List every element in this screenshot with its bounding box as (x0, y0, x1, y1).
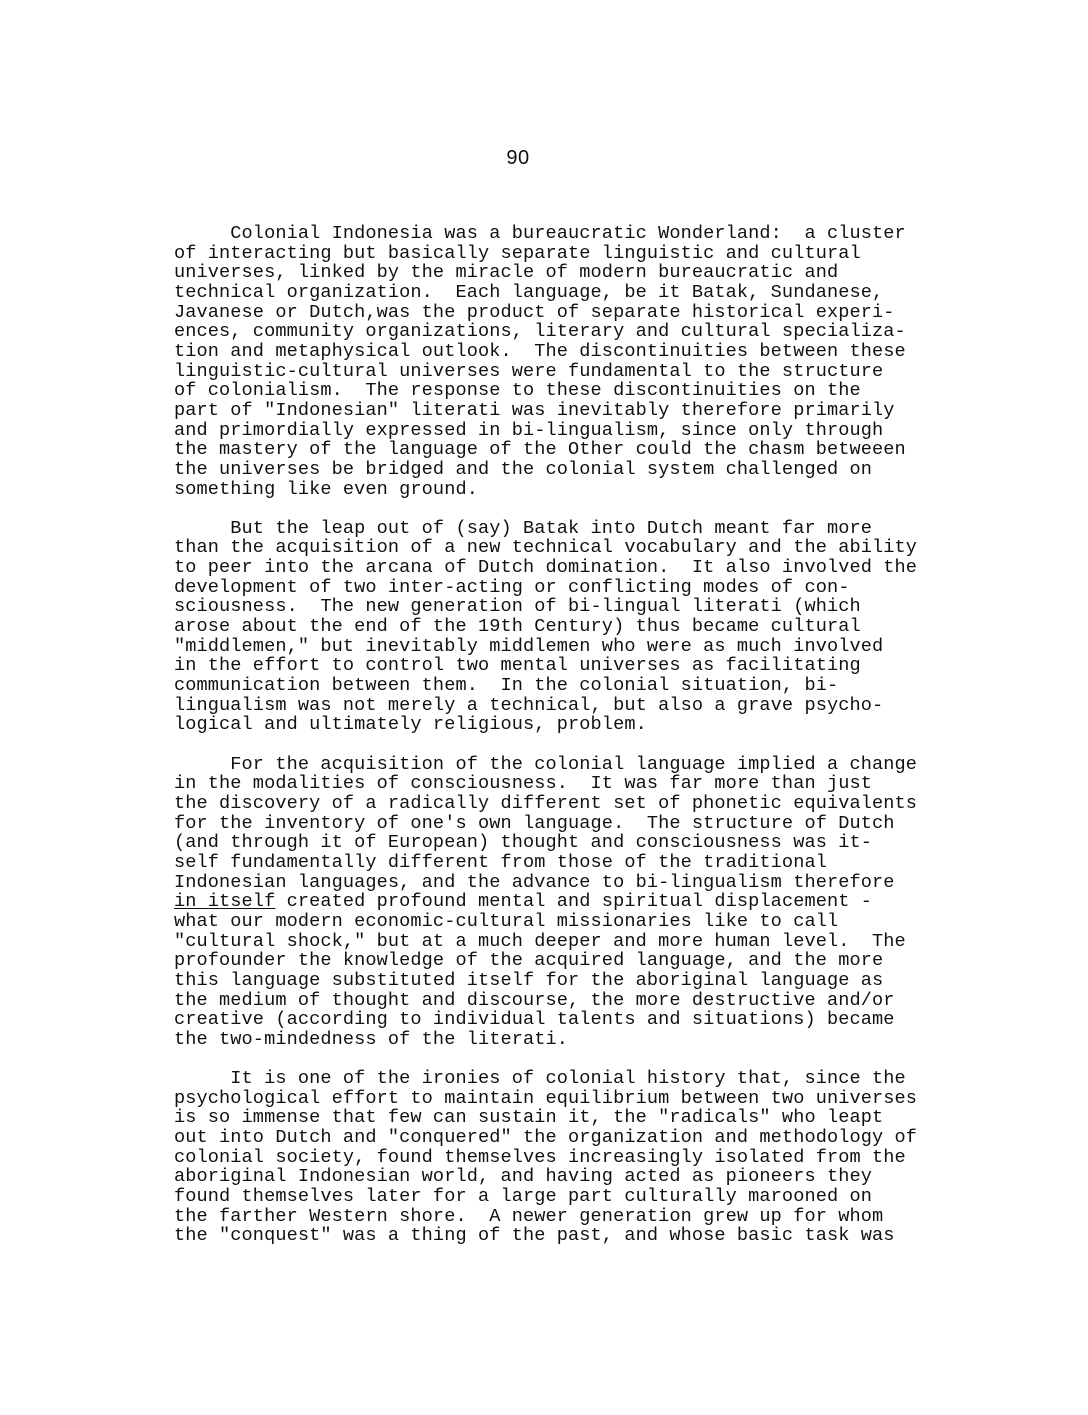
text-line: (and through it of European) thought and consciousness was it- (174, 832, 872, 854)
text-line: "cultural shock," but at a much deeper and more human level. The (174, 930, 906, 952)
text-line: creative (according to individual talents and situations) became (174, 1009, 895, 1031)
paragraph-2 (174, 519, 974, 735)
text-line: For the acquisition of the colonial language implied a change (174, 753, 918, 775)
underlined-phrase: in itself (174, 891, 276, 913)
text-line: the mastery of the language of the Other could the chasm betweeen (174, 439, 906, 461)
text-line: for the inventory of one's own language. The structure of Dutch (174, 812, 895, 834)
text-line: found themselves later for a large part culturally marooned on (174, 1186, 872, 1208)
text-line: the "conquest" was a thing of the past, and whose basic task was (174, 1225, 895, 1247)
text-fragment: created profound mental and spiritual displacement - (275, 891, 873, 913)
text-line: But the leap out of (say) Batak into Dutch meant far more (174, 517, 872, 539)
text-line: part of "Indonesian" literati was inevitably therefore primarily (174, 399, 895, 421)
text-line: logical and ultimately religious, problem. (174, 714, 647, 736)
text-line: psychological effort to maintain equilibrium between two universes (174, 1087, 918, 1109)
text-line: sciousness. The new generation of bi-lingual literati (which (174, 596, 861, 618)
text-line: in the modalities of consciousness. It was far more than just (174, 773, 872, 795)
text-line: development of two inter-acting or conflicting modes of con- (174, 576, 850, 598)
text-line: colonial society, found themselves increasingly isolated from the (174, 1146, 906, 1168)
text-line: ences, community organizations, literary and cultural specializa- (174, 321, 906, 343)
page-number: 90 (506, 147, 530, 169)
text-line: something like even ground. (174, 478, 478, 500)
text-line-underlined (174, 892, 974, 912)
text-line: is so immense that few can sustain it, the "radicals" who leapt (174, 1107, 884, 1129)
text-line: lingualism was not merely a technical, but also a grave psycho- (174, 694, 884, 716)
text-line: linguistic-cultural universes were fundamental to the structure (174, 360, 884, 382)
text-line: technical organization. Each language, be it Batak, Sundanese, (174, 281, 884, 303)
document-body (174, 224, 974, 1266)
text-line: what our modern economic-cultural missionaries like to call (174, 910, 839, 932)
text-line: than the acquisition of a new technical vocabulary and the ability (174, 537, 918, 559)
text-line: communication between them. In the colonial situation, bi- (174, 675, 839, 697)
paragraph-1 (174, 224, 974, 499)
text-line: in the effort to control two mental universes as facilitating (174, 655, 861, 677)
text-line: Javanese or Dutch,was the product of separate historical experi- (174, 301, 895, 323)
text-line: Indonesian languages, and the advance to bi-lingualism therefore (174, 871, 895, 893)
text-line: of colonialism. The response to these discontinuities on the (174, 380, 861, 402)
text-line: tion and metaphysical outlook. The discontinuities between these (174, 340, 906, 362)
text-line: the farther Western shore. A newer generation grew up for whom (174, 1205, 884, 1227)
text-line: universes, linked by the miracle of modern bureaucratic and (174, 262, 839, 284)
text-line: the universes be bridged and the colonial system challenged on (174, 458, 872, 480)
text-line: this language substituted itself for the aboriginal language as (174, 969, 884, 991)
text-line: self fundamentally different from those of the traditional (174, 851, 827, 873)
text-line: profounder the knowledge of the acquired language, and the more (174, 950, 884, 972)
text-line: Colonial Indonesia was a bureaucratic Wonderland: a cluster (174, 223, 906, 244)
text-line: It is one of the ironies of colonial history that, since the (174, 1068, 906, 1090)
text-line: aboriginal Indonesian world, and having acted as pioneers they (174, 1166, 872, 1188)
text-line: to peer into the arcana of Dutch domination. It also involved the (174, 557, 918, 579)
text-line: "middlemen," but inevitably middlemen who were as much involved (174, 635, 884, 657)
text-line: out into Dutch and "conquered" the organization and methodology of (174, 1127, 918, 1149)
paragraph-3 (174, 755, 974, 1050)
text-line: arose about the end of the 19th Century) thus became cultural (174, 616, 861, 638)
text-line: the discovery of a radically different set of phonetic equivalents (174, 793, 918, 814)
text-line: and primordially expressed in bi-lingualism, since only through (174, 419, 884, 441)
text-line: the medium of thought and discourse, the more destructive and/or (174, 989, 895, 1011)
paragraph-4 (174, 1069, 974, 1246)
text-line: of interacting but basically separate linguistic and cultural (174, 242, 861, 264)
text-line: the two-mindedness of the literati. (174, 1028, 569, 1050)
